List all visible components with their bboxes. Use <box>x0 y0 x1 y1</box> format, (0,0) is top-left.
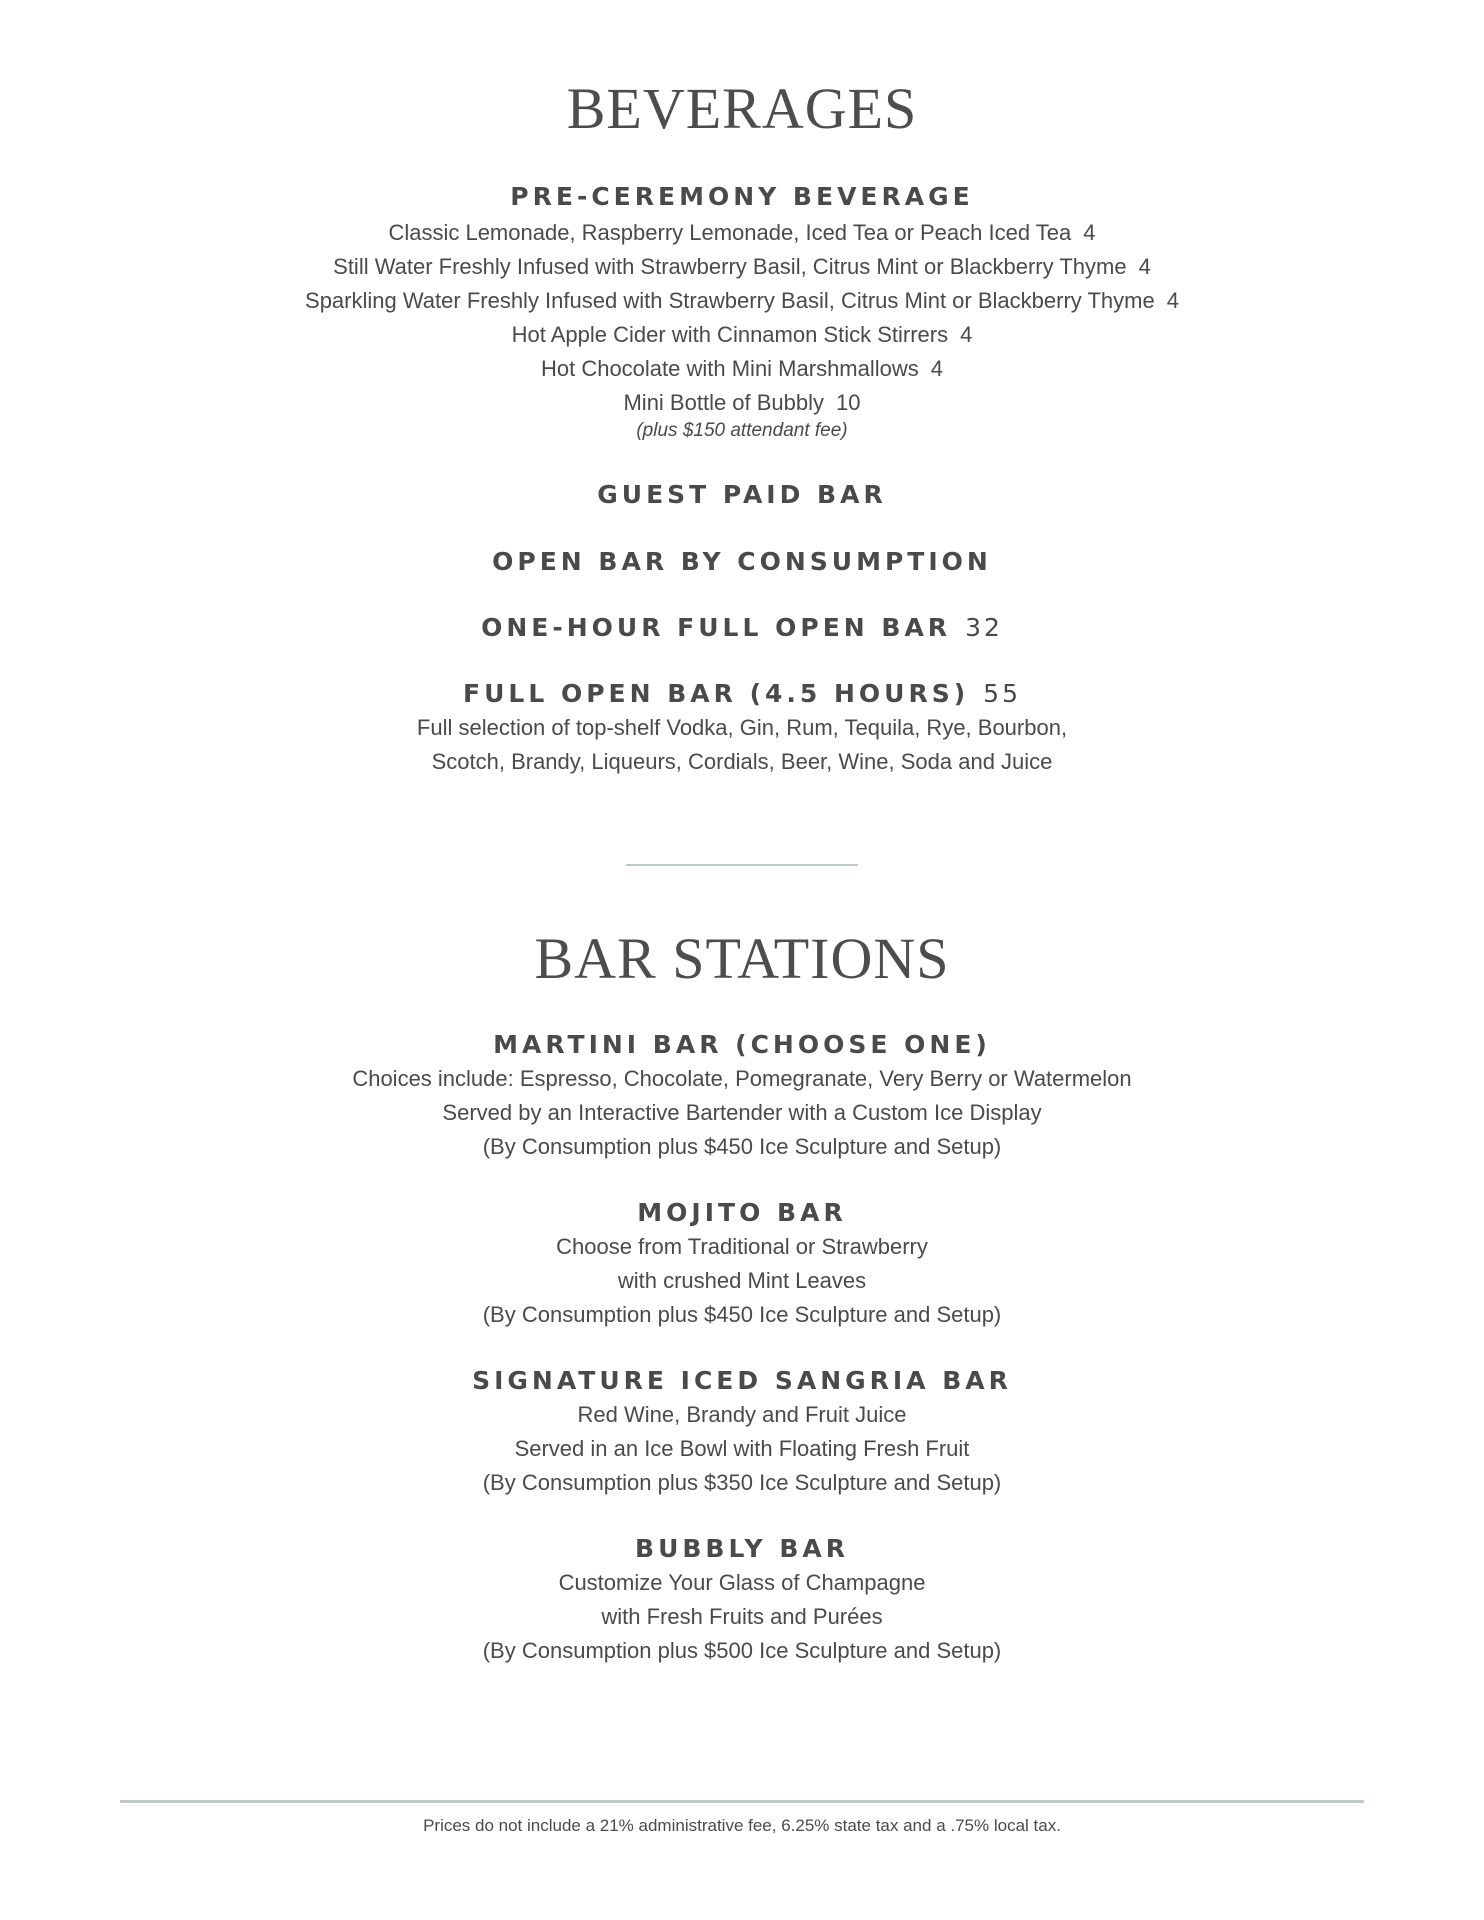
bubbly-bar-line: with Fresh Fruits and Purées <box>601 1604 883 1629</box>
attendant-fee-note: (plus $150 attendant fee) <box>636 420 848 441</box>
mojito-bar-line: (By Consumption plus $450 Ice Sculpture and Setup) <box>482 1302 1002 1327</box>
beverages-title: BEVERAGES <box>566 76 918 141</box>
menu-item <box>0 250 1484 284</box>
mojito-bar-title: MOJITO BAR <box>637 1198 847 1227</box>
full-open-bar-description: Scotch, Brandy, Liqueurs, Cordials, Beer, Wine, Soda and Juice <box>431 749 1053 774</box>
menu-item-price: 4 <box>930 356 944 381</box>
full-open-bar-description: Full selection of top-shelf Vodka, Gin, Rum, Tequila, Rye, Bourbon, <box>416 715 1068 740</box>
bubbly-bar-block <box>0 1534 1484 1668</box>
menu-item-price: 4 <box>1166 288 1179 313</box>
menu-item-price: 4 <box>960 322 973 347</box>
martini-bar-title: MARTINI BAR (CHOOSE ONE) <box>493 1030 991 1059</box>
sangria-bar-block <box>0 1366 1484 1500</box>
sangria-bar-line: Served in an Ice Bowl with Floating Fresh Fruit <box>514 1436 970 1461</box>
martini-bar-block <box>0 1030 1484 1164</box>
pre-ceremony-block <box>0 182 1484 442</box>
martini-bar-line: Served by an Interactive Bartender with a Custom Ice Display <box>442 1100 1042 1125</box>
menu-item-price: 10 <box>836 390 861 415</box>
open-bar-consumption-title: OPEN BAR BY CONSUMPTION <box>492 547 992 576</box>
mojito-bar-block <box>0 1198 1484 1332</box>
menu-item <box>0 386 1484 420</box>
guest-paid-bar-block <box>0 480 1484 510</box>
sangria-bar-line: (By Consumption plus $350 Ice Sculpture and Setup) <box>482 1470 1002 1495</box>
menu-item <box>0 352 1484 386</box>
full-open-bar-label: FULL OPEN BAR (4.5 HOURS) <box>463 679 970 708</box>
menu-item <box>0 216 1484 250</box>
section-divider <box>626 864 858 866</box>
one-hour-open-bar-label: ONE-HOUR FULL OPEN BAR <box>481 613 952 642</box>
bubbly-bar-title: BUBBLY BAR <box>635 1534 849 1563</box>
pre-ceremony-title: PRE-CEREMONY BEVERAGE <box>510 182 974 211</box>
bar-stations-title: BAR STATIONS <box>534 926 950 991</box>
menu-item <box>0 318 1484 352</box>
footer-divider <box>120 1800 1364 1803</box>
sangria-bar-line: Red Wine, Brandy and Fruit Juice <box>577 1402 907 1427</box>
one-hour-open-bar-title <box>0 613 1484 643</box>
menu-item-text: Mini Bottle of Bubbly <box>623 390 825 415</box>
full-open-bar-price: 55 <box>983 679 1021 708</box>
menu-item-text: Hot Apple Cider with Cinnamon Stick Stirrers <box>511 322 949 347</box>
menu-item-price: 4 <box>1138 254 1151 279</box>
one-hour-open-bar-price: 32 <box>965 613 1003 642</box>
bubbly-bar-line: Customize Your Glass of Champagne <box>558 1570 926 1595</box>
full-open-bar-block <box>0 679 1484 779</box>
footer-note: Prices do not include a 21% administrative fee, 6.25% state tax and a .75% local tax. <box>423 1816 1061 1835</box>
bubbly-bar-line: (By Consumption plus $500 Ice Sculpture and Setup) <box>482 1638 1002 1663</box>
open-bar-consumption-block <box>0 547 1484 577</box>
mojito-bar-line: Choose from Traditional or Strawberry <box>556 1234 928 1259</box>
menu-item-price: 4 <box>1083 220 1096 245</box>
one-hour-open-bar-block <box>0 613 1484 643</box>
full-open-bar-title <box>0 679 1484 709</box>
martini-bar-line: Choices include: Espresso, Chocolate, Pomegranate, Very Berry or Watermelon <box>352 1066 1132 1091</box>
beverages-section <box>0 76 1484 141</box>
menu-item <box>0 284 1484 318</box>
menu-item-text: Still Water Freshly Infused with Strawberry Basil, Citrus Mint or Blackberry Thyme <box>333 254 1127 279</box>
menu-item-text: Classic Lemonade, Raspberry Lemonade, Iced Tea or Peach Iced Tea <box>388 220 1072 245</box>
guest-paid-bar-title: GUEST PAID BAR <box>597 480 887 509</box>
sangria-bar-title: SIGNATURE ICED SANGRIA BAR <box>472 1366 1012 1395</box>
menu-item-text: Hot Chocolate with Mini Marshmallows <box>540 356 919 381</box>
menu-item-text: Sparkling Water Freshly Infused with Strawberry Basil, Citrus Mint or Blackberry Thyme <box>305 288 1155 313</box>
martini-bar-line: (By Consumption plus $450 Ice Sculpture and Setup) <box>482 1134 1002 1159</box>
mojito-bar-line: with crushed Mint Leaves <box>617 1268 867 1293</box>
bar-stations-section <box>0 926 1484 991</box>
